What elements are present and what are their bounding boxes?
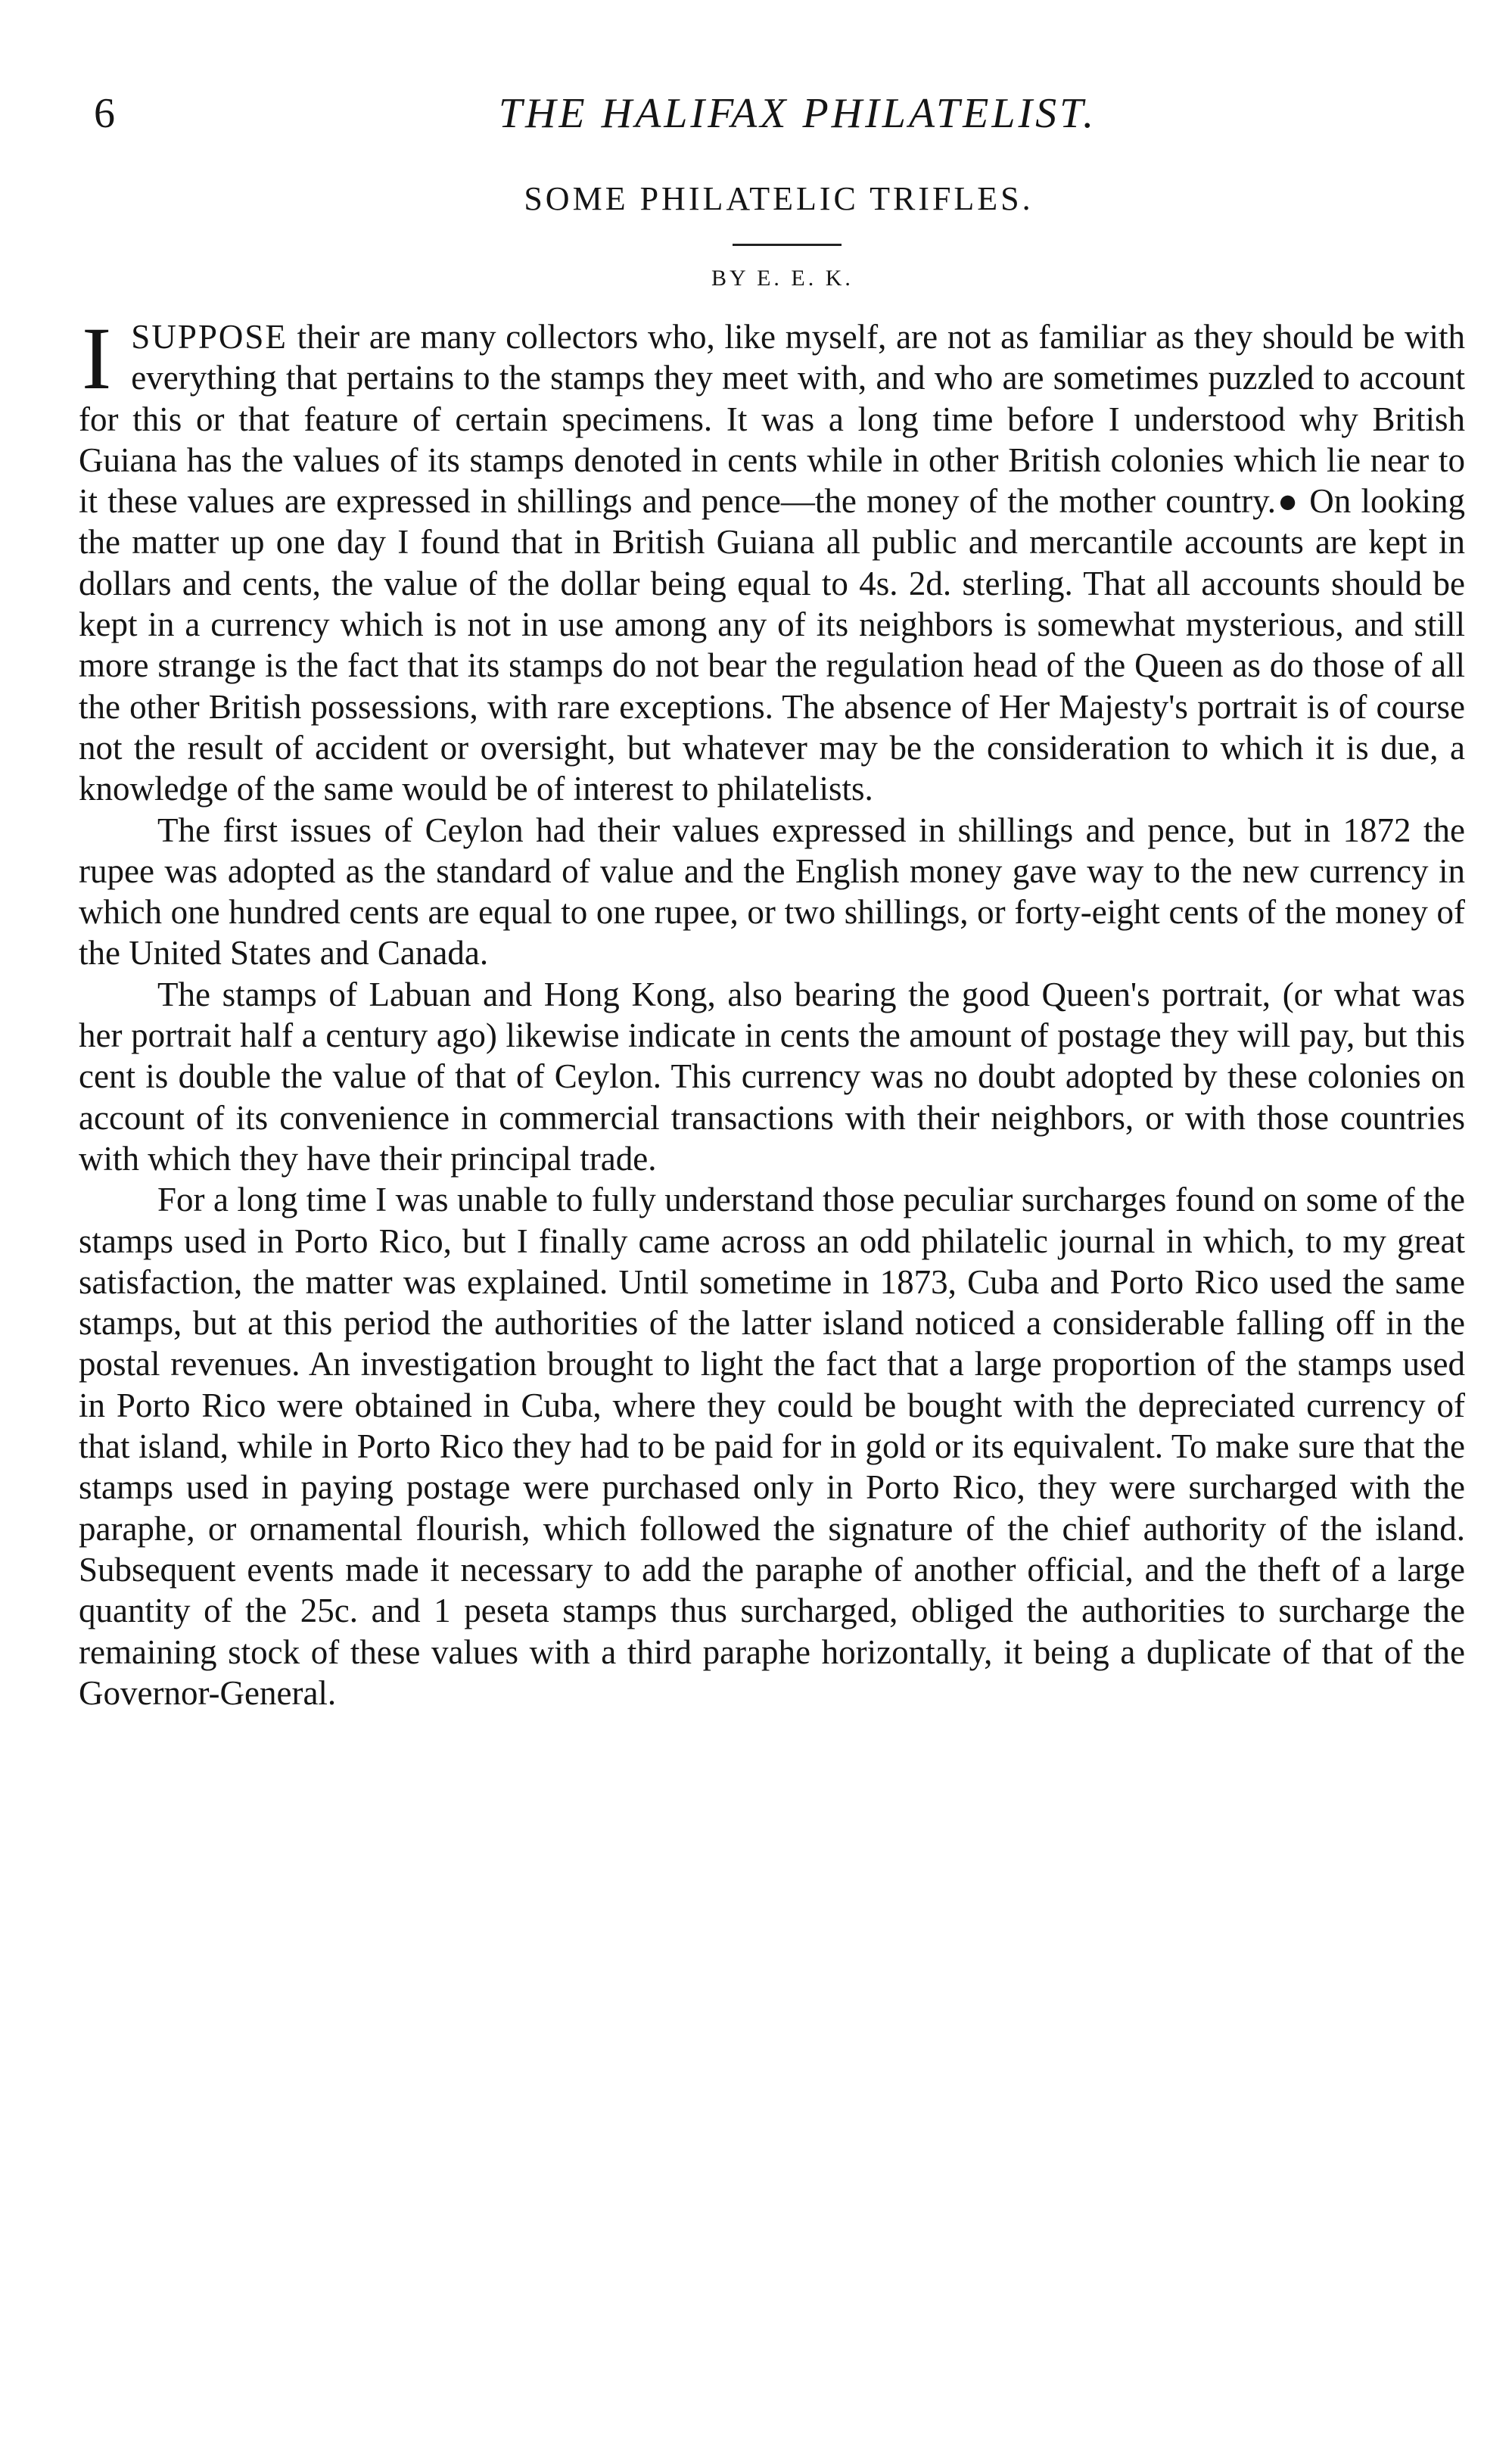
lead-word: SUPPOSE — [131, 318, 288, 356]
drop-cap: I — [82, 309, 112, 408]
journal-title: THE HALIFAX PHILATELIST. — [498, 90, 1097, 137]
article-byline: BY E. E. K. — [711, 266, 854, 291]
running-header — [76, 89, 1467, 150]
article-body — [79, 309, 1465, 1713]
paragraph-4: For a long time I was unable to fully understand those peculiar surcharges found on some of the stamps used in Porto Rico, but I finally came across an odd philatelic journal in which, to my great satisfaction, the matter was explained. Until sometime in 1873, Cuba and Porto Rico used the same stamps, but at this period the authorities of the latter island noticed a considerable falling off in the postal revenues. An investigation brought to light the fact that a large proportion of the stamps used in Porto Rico were obtained in Cuba, where they could be bought with the depreciated currency of that island, while in Porto Rico they had to be paid for in gold or its equivalent. To make sure that the stamps used in paying postage were purchased only in Porto Rico, they were surcharged with the paraphe, or ornamental flourish, which followed the signature of the chief authority of the island. Subsequent events made it necessary to add the paraphe of another official, and the theft of a large quantity of the 25c. and 1 peseta stamps thus surcharged, obliged the authorities to surcharge the remaining stock of these values with a third paraphe horizontally, it being a duplicate of that of the Governor-General. — [79, 1181, 1465, 1712]
title-divider — [733, 244, 842, 246]
page-number: 6 — [94, 90, 115, 137]
paragraph-2: The first issues of Ceylon had their values expressed in shillings and pence, but in 1872 the rupee was adopted as the standard of value and the English money gave way to the new currency in which one hundred cents are equal to one rupee, or two shillings, or forty-eight cents of the money of the United States and Canada. — [79, 811, 1465, 973]
paragraph-3: The stamps of Labuan and Hong Kong, also bearing the good Queen's portrait, (or what was her portrait half a century ago) likewise indicate in cents the amount of postage they will pay, but this cent is double the value of that of Ceylon. This currency was no doubt adopted by these colonies on account of its convenience in commercial transactions with their neighbors, or with those countries with which they have their principal trade. — [79, 975, 1465, 1178]
article-title: SOME PHILATELIC TRIFLES. — [524, 180, 1034, 217]
paragraph-1-text: their are many collectors who, like myself, are not as familiar as they should be with everything that pertains to the stamps they meet with, and who are sometimes puzzled to account for this or that feature of certain specimens. It was a long time before I understood why British Guiana has the values of its stamps denoted in cents while in other British colonies which lie near to it these values are expressed in shillings and pence—the money of the mother country.● On looking the matter up one day I found that in British Guiana all public and mercantile accounts are kept in dollars and cents, the value of the dollar being equal to 4s. 2d. sterling. That all accounts should be kept in a currency which is not in use among any of its neighbors is somewhat mysterious, and still more strange is the fact that its stamps do not bear the regulation head of the Queen as do those of all the other British possessions, with rare exceptions. The absence of Her Majesty's portrait is of course not the result of accident or oversight, but whatever may be the consideration to which it is due, a knowledge of the same would be of interest to philatelists. — [79, 318, 1465, 808]
paragraph-1 — [79, 309, 1465, 810]
